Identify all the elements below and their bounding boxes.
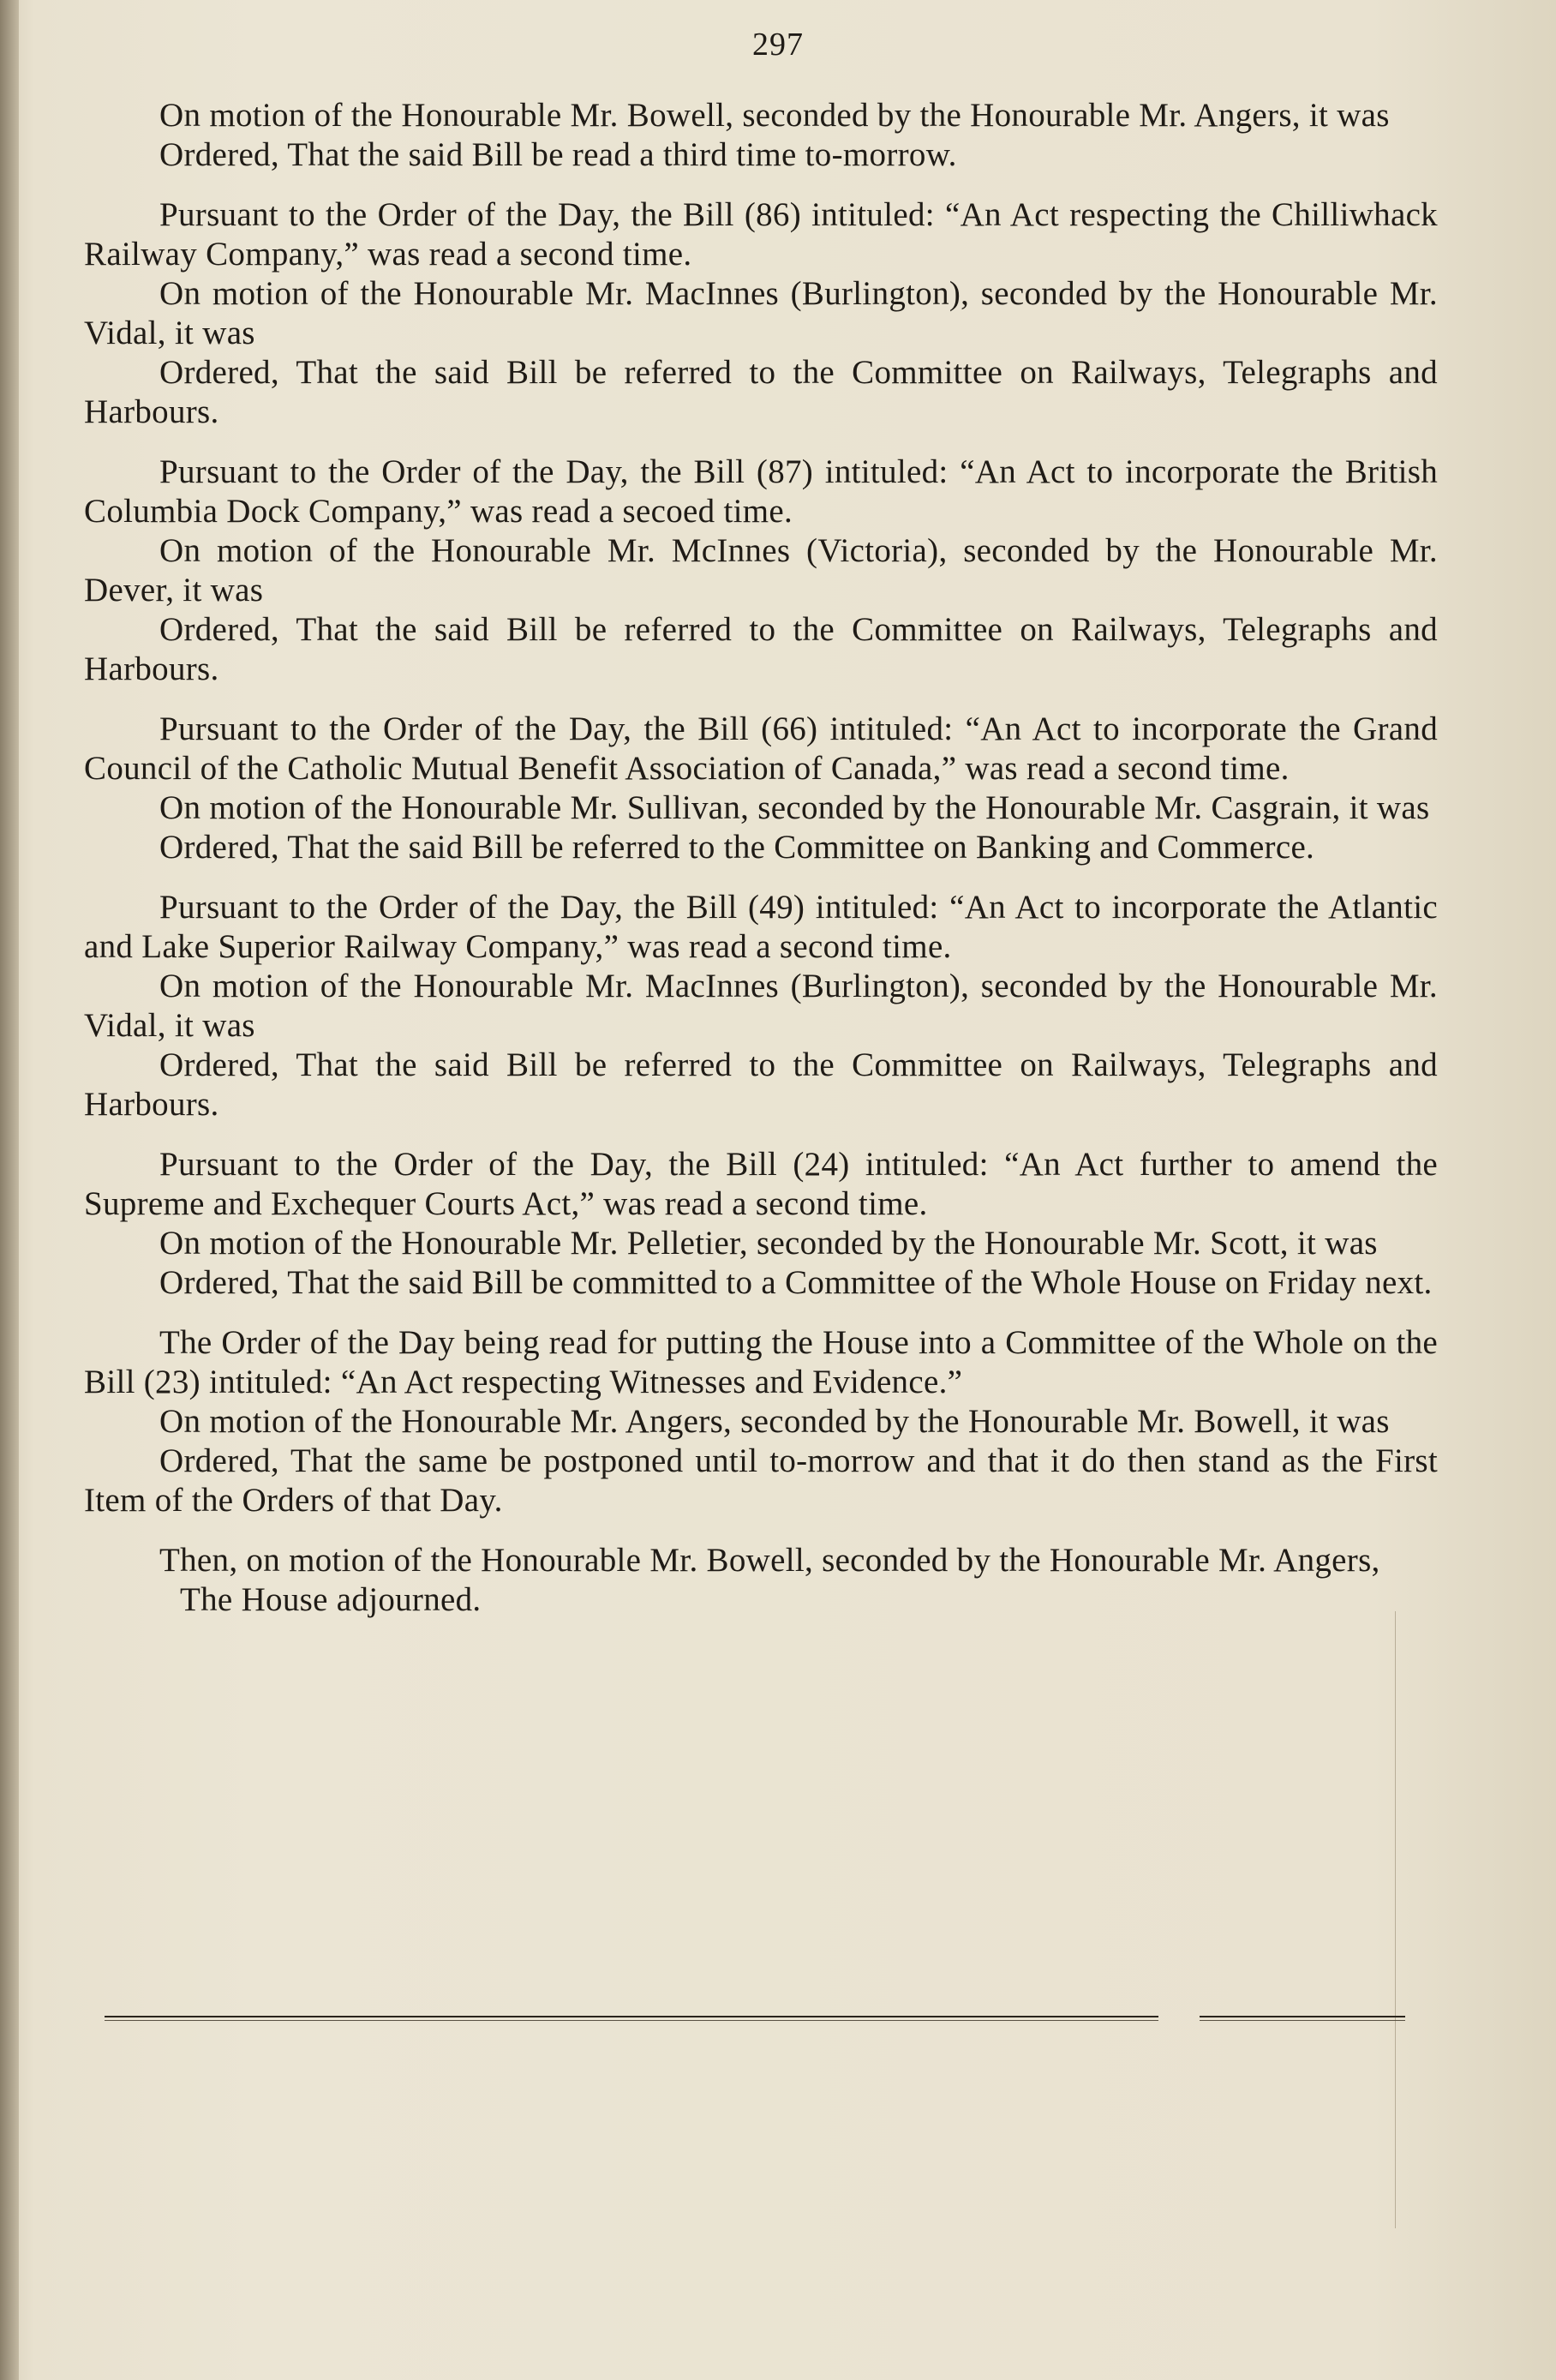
order-paragraph: Ordered, That the said Bill be referred to the Committee on Railways, Telegraphs and Harbours. — [84, 1046, 1438, 1123]
adjournment-line: The House adjourned. — [180, 1581, 482, 1618]
motion-paragraph: On motion of the Honourable Mr. Bowell, seconded by the Honourable Mr. Angers, it was — [159, 97, 1390, 134]
margin-rule — [1395, 1611, 1396, 2228]
order-paragraph: Ordered, That the same be postponed until to-morrow and that it do then stand as the First Item of the Orders of that Day. — [84, 1442, 1438, 1519]
entry-1 — [84, 96, 1438, 175]
footer-rule-left-thin — [105, 2020, 1158, 2021]
entry-4 — [84, 710, 1438, 867]
footer-rule-right-thin — [1200, 2020, 1405, 2021]
order-paragraph: Ordered, That the said Bill be referred to the Committee on Banking and Commerce. — [159, 829, 1315, 866]
page-number: 297 — [752, 27, 804, 63]
entry-6 — [84, 1145, 1438, 1303]
order-paragraph: Ordered, That the said Bill be committed to a Committee of the Whole House on Friday next. — [159, 1264, 1433, 1301]
entry-7 — [84, 1323, 1438, 1520]
entry-2 — [84, 195, 1438, 432]
motion-paragraph: On motion of the Honourable Mr. Angers, seconded by the Honourable Mr. Bowell, it was — [159, 1403, 1390, 1440]
reading-paragraph: Pursuant to the Order of the Day, the Bill (87) intituled: “An Act to incorporate the British Columbia Dock Company,” was read a secoed time. — [84, 453, 1438, 530]
motion-paragraph: On motion of the Honourable Mr. McInnes (Victoria), seconded by the Honourable Mr. Dever, it was — [84, 532, 1438, 608]
motion-paragraph: On motion of the Honourable Mr. Sullivan, seconded by the Honourable Mr. Casgrain, it was — [159, 789, 1430, 826]
footer-rule-left — [105, 2016, 1158, 2017]
motion-paragraph: On motion of the Honourable Mr. Pelletier, seconded by the Honourable Mr. Scott, it was — [159, 1225, 1378, 1262]
order-paragraph: Ordered, That the said Bill be referred to the Committee on Railways, Telegraphs and Harbours. — [84, 354, 1438, 430]
journal-text — [84, 96, 1438, 1640]
entry-3 — [84, 453, 1438, 689]
order-paragraph: Ordered, That the said Bill be referred to the Committee on Railways, Telegraphs and Harbours. — [84, 611, 1438, 687]
entry-8 — [84, 1541, 1438, 1620]
entry-5 — [84, 888, 1438, 1124]
reading-paragraph: The Order of the Day being read for putting the House into a Committee of the Whole on the Bill (23) intituled: “An Act respecting Witnesses and Evidence.” — [84, 1324, 1438, 1400]
reading-paragraph: Pursuant to the Order of the Day, the Bill (49) intituled: “An Act to incorporate the Atlantic and Lake Superior Railway Company,” was read a second time. — [84, 889, 1438, 965]
motion-paragraph: On motion of the Honourable Mr. MacInnes (Burlington), seconded by the Honourable Mr. Vidal, it was — [84, 275, 1438, 351]
motion-paragraph: Then, on motion of the Honourable Mr. Bowell, seconded by the Honourable Mr. Angers, — [159, 1542, 1380, 1579]
binding-edge — [0, 0, 19, 2380]
reading-paragraph: Pursuant to the Order of the Day, the Bill (24) intituled: “An Act further to amend the Supreme and Exchequer Courts Act,” was read a second time. — [84, 1146, 1438, 1222]
order-paragraph: Ordered, That the said Bill be read a third time to-morrow. — [159, 136, 957, 173]
motion-paragraph: On motion of the Honourable Mr. MacInnes (Burlington), seconded by the Honourable Mr. Vidal, it was — [84, 968, 1438, 1044]
reading-paragraph: Pursuant to the Order of the Day, the Bill (86) intituled: “An Act respecting the Chilliwhack Railway Company,” was read a second time. — [84, 196, 1438, 273]
footer-rule-right — [1200, 2016, 1405, 2017]
reading-paragraph: Pursuant to the Order of the Day, the Bill (66) intituled: “An Act to incorporate the Grand Council of the Catholic Mutual Benefit Association of Canada,” was read a second time. — [84, 710, 1438, 787]
